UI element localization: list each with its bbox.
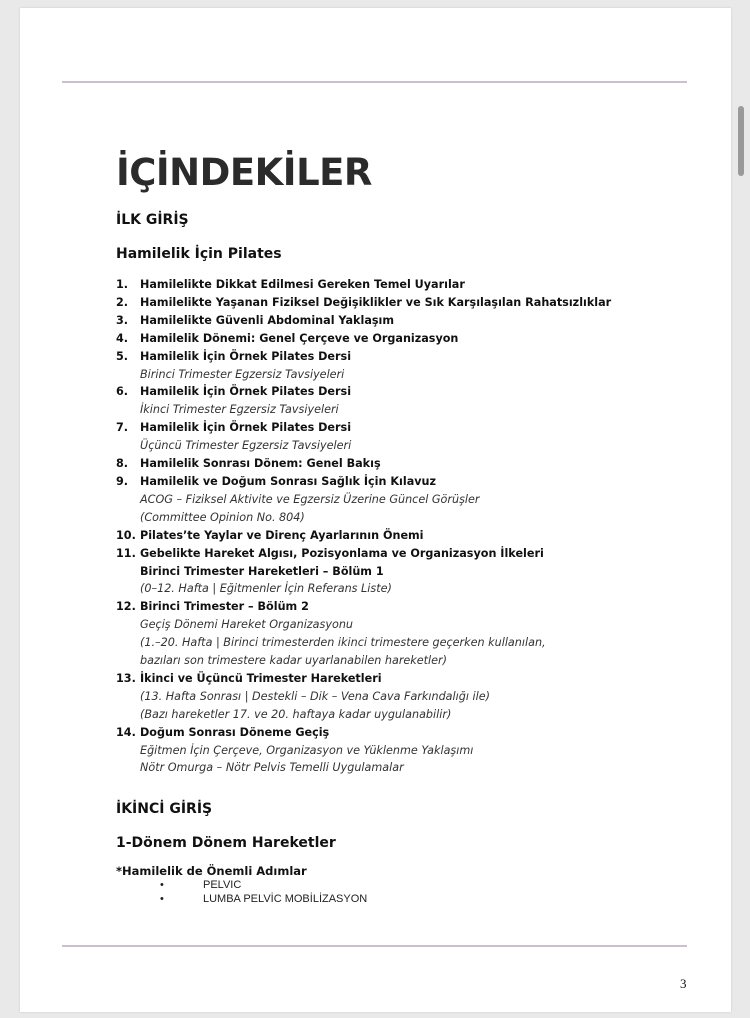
toc-entry-number: 4. — [116, 331, 129, 345]
toc-entry-subtitle: Birinci Trimester Egzersiz Tavsiyeleri — [140, 367, 345, 381]
toc-entry — [116, 294, 716, 312]
section-subheading-movements: 1-Dönem Dönem Hareketler — [116, 835, 336, 851]
footer-rule — [62, 945, 687, 947]
toc-entry-subtitle: Birinci Trimester Hareketleri – Bölüm 1 — [140, 564, 384, 578]
toc-entry-title: Hamilelik İçin Örnek Pilates Dersi — [140, 349, 352, 363]
toc-entry-number: 7. — [116, 421, 129, 435]
toc-entry-title: Birinci Trimester – Bölüm 2 — [140, 600, 309, 614]
list-item: • PELVIC — [160, 878, 367, 892]
toc-entry-title: Hamilelikte Güvenli Abdominal Yaklaşım — [140, 313, 395, 327]
toc-entry — [116, 348, 716, 384]
toc-entry-subtitle: İkinci Trimester Egzersiz Tavsiyeleri — [140, 403, 339, 417]
toc-entry-number: 3. — [116, 313, 129, 327]
steps-title: *Hamilelik de Önemli Adımlar — [116, 864, 307, 878]
page-title: İÇİNDEKİLER — [116, 151, 372, 194]
toc-entry — [116, 330, 716, 348]
toc-entry-subtitle: Eğitmen İçin Çerçeve, Organizasyon ve Yüklenme Yaklaşımı — [140, 743, 474, 757]
toc-entry-number: 9. — [116, 474, 129, 488]
toc-entry-title: Hamilelikte Dikkat Edilmesi Gereken Temel Uyarılar — [140, 278, 465, 291]
scrollbar[interactable] — [738, 106, 744, 176]
toc-entry-title: Hamilelikte Yaşanan Fiziksel Değişiklikler ve Sık Karşılaşılan Rahatsızlıklar — [140, 295, 612, 309]
toc-entry-title: Hamilelik Sonrası Dönem: Genel Bakış — [140, 457, 381, 471]
toc-entry-number: 14. — [116, 725, 136, 739]
toc-entry — [116, 312, 716, 330]
page-number: 3 — [680, 976, 687, 991]
toc-entry-subtitle: (0–12. Hafta | Eğitmenler İçin Referans Liste) — [140, 582, 392, 596]
toc-entry — [116, 383, 716, 419]
toc-entry-subtitle: Üçüncü Trimester Egzersiz Tavsiyeleri — [140, 439, 352, 453]
toc-entry-title: Pilates’te Yaylar ve Direnç Ayarlarının Önemi — [140, 528, 424, 542]
toc-entry-number: 8. — [116, 457, 129, 471]
toc-entry — [116, 527, 716, 545]
toc-entry — [116, 419, 716, 455]
steps-list — [160, 878, 367, 906]
section-heading-second-intro: İKİNCİ GİRİŞ — [116, 801, 213, 817]
toc-entry — [116, 473, 716, 527]
list-item: • LUMBA PELVİC MOBİLİZASYON — [160, 892, 367, 906]
section-heading-first-intro: İLK GİRİŞ — [116, 212, 189, 228]
toc-entry — [116, 545, 716, 599]
toc-entry-title: Hamilelik ve Doğum Sonrası Sağlık İçin Kılavuz — [140, 474, 437, 488]
toc-entry-subtitle: (Bazı hareketler 17. ve 20. haftaya kadar uygulanabilir) — [140, 707, 452, 721]
toc-entry-number: 5. — [116, 349, 129, 363]
toc-entry-subtitle: bazıları son trimestere kadar uyarlanabilen hareketler) — [140, 654, 448, 668]
toc-entry-subtitle: Geçiş Dönemi Hareket Organizasyonu — [140, 618, 354, 632]
section-subheading-pilates: Hamilelik İçin Pilates — [116, 246, 282, 262]
toc-entry-number: 12. — [116, 600, 136, 614]
toc-entry-number: 6. — [116, 385, 129, 399]
document-page — [20, 8, 731, 1012]
toc-entry-number: 1. — [116, 278, 129, 291]
toc-entry-title: Hamilelik İçin Örnek Pilates Dersi — [140, 385, 352, 399]
toc-entry-number: 11. — [116, 546, 136, 560]
toc-entry-title: Gebelikte Hareket Algısı, Pozisyonlama ve Organizasyon İlkeleri — [140, 546, 544, 560]
toc-entry-number: 13. — [116, 671, 136, 685]
toc-entry-title: İkinci ve Üçüncü Trimester Hareketleri — [140, 671, 382, 685]
table-of-contents — [116, 276, 716, 777]
toc-entry — [116, 276, 716, 294]
toc-entry-subtitle: (13. Hafta Sonrası | Destekli – Dik – Vena Cava Farkındalığı ile) — [140, 689, 490, 703]
toc-entry-subtitle: (1.–20. Hafta | Birinci trimesterden ikinci trimestere geçerken kullanılan, — [140, 636, 546, 650]
toc-entry-subtitle: ACOG – Fiziksel Aktivite ve Egzersiz Üzerine Güncel Görüşler — [140, 492, 480, 506]
toc-entry-subtitle: (Committee Opinion No. 804) — [140, 510, 305, 524]
toc-entry-title: Doğum Sonrası Döneme Geçiş — [140, 725, 330, 739]
toc-entry — [116, 724, 716, 778]
toc-entry — [116, 598, 716, 670]
toc-entry — [116, 670, 716, 724]
toc-entry — [116, 455, 716, 473]
toc-entry-title: Hamilelik Dönemi: Genel Çerçeve ve Organizasyon — [140, 331, 459, 345]
toc-entry-title: Hamilelik İçin Örnek Pilates Dersi — [140, 421, 352, 435]
toc-entry-subtitle: Nötr Omurga – Nötr Pelvis Temelli Uygulamalar — [140, 761, 404, 775]
toc-entry-number: 2. — [116, 295, 129, 309]
header-rule — [62, 81, 687, 83]
toc-entry-number: 10. — [116, 528, 136, 542]
